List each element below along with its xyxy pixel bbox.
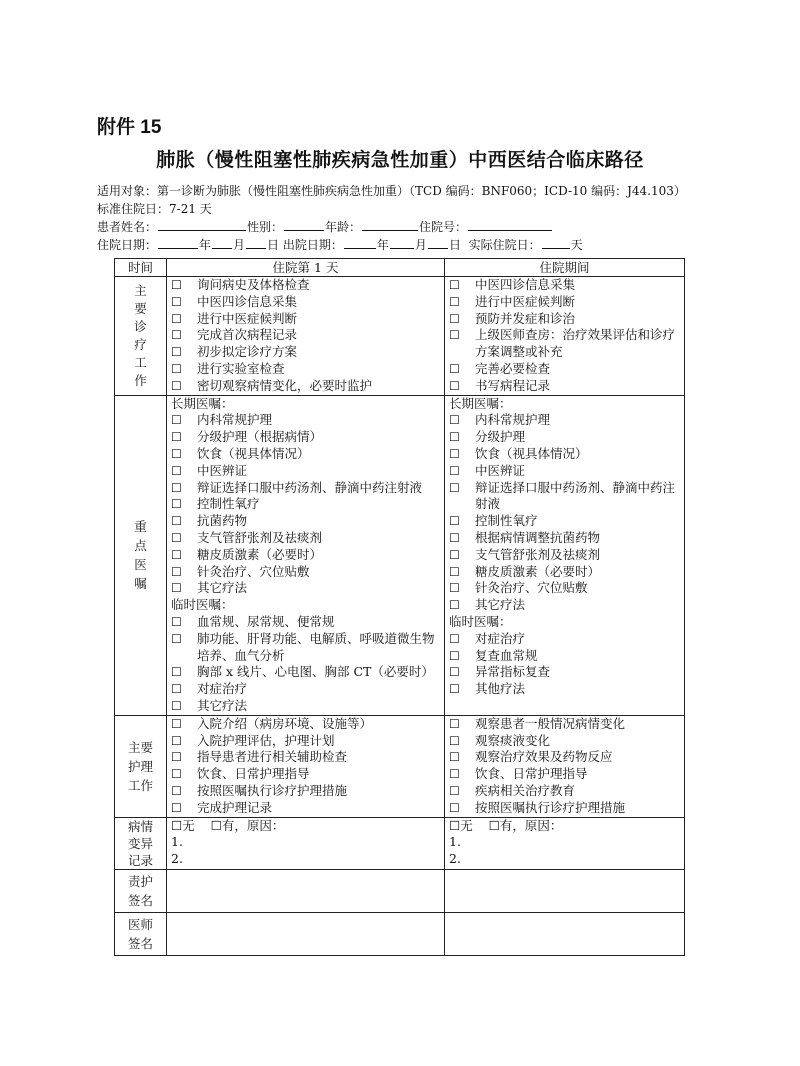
checklist-item-label: 按照医嘱执行诊疗护理措施 [197,782,348,798]
checklist-item[interactable] [449,800,680,817]
checklist-item[interactable] [449,564,680,581]
checklist-item[interactable] [449,580,680,597]
checklist-item-label: 上级医师查房：治疗效果评估和诊疗方案调整或补充 [475,327,676,360]
checklist-item[interactable] [171,664,440,681]
checklist-item[interactable] [171,749,440,766]
document-title: 肺胀（慢性阻塞性肺疾病急性加重）中西医结合临床路径 [156,149,644,171]
variance-stay-cell [445,817,685,869]
discharge-month-blank[interactable] [390,236,414,249]
variance-yes-checkbox[interactable]: ☐ [210,817,222,833]
variance-day1-cell [167,817,445,869]
checklist-item[interactable] [449,412,680,429]
checkbox[interactable]: ☐ [171,665,182,680]
checklist-item[interactable] [171,547,440,564]
checklist-item-label: 对症治疗 [197,681,248,697]
checklist-item[interactable] [449,480,680,514]
checklist-item[interactable] [171,766,440,783]
checklist-item[interactable] [171,327,440,344]
checkbox[interactable]: ☐ [171,294,182,309]
header-stay: 住院期间 [445,259,685,277]
checklist-item[interactable] [449,361,680,378]
checkbox[interactable]: ☐ [171,547,182,562]
variance-line-2[interactable]: 2. [171,851,183,867]
variance-yes-checkbox[interactable]: ☐ [488,817,500,833]
checklist-item[interactable] [449,513,680,530]
discharge-year-blank[interactable] [344,236,376,249]
row-label-nurse-sign: 责护签名 [115,869,167,912]
checklist-item-label: 糖皮质激素（必要时） [475,563,601,579]
checklist-item-label: 内科常规护理 [475,412,551,428]
checklist-item-label: 肺功能、肝肾功能、电解质、呼吸道微生物培养、血气分析 [197,630,435,663]
admit-year-blank[interactable] [158,236,198,249]
patient-info-line [97,218,553,236]
checkbox[interactable]: ☐ [171,750,182,765]
checkbox[interactable]: ☐ [171,733,182,748]
checklist-item-label: 血常规、尿常规、便常规 [197,613,335,629]
orders-stay-cell [445,395,685,715]
checkbox[interactable]: ☐ [449,514,460,529]
row-label-orders: 重点医嘱 [115,395,167,715]
checkbox[interactable]: ☐ [449,378,460,393]
checkbox[interactable]: ☐ [171,278,182,292]
checklist-item-label: 进行中医症候判断 [197,310,298,326]
orders-day1-cell [167,395,445,715]
temporary-orders-heading: 临时医嘱： [171,597,234,613]
checkbox[interactable]: ☐ [449,413,460,428]
checkbox[interactable]: ☐ [171,345,182,360]
checklist-item[interactable] [171,716,440,733]
checklist-item-label: 书写病程记录 [475,377,551,393]
discharge-day-blank[interactable] [428,236,448,249]
checkbox[interactable]: ☐ [171,480,182,495]
checkbox[interactable]: ☐ [449,446,460,461]
checklist-item[interactable] [449,294,680,311]
checklist-item-label: 分级护理 [475,429,526,445]
checklist-item[interactable] [449,783,680,800]
clinical-pathway-table [114,258,685,956]
row-label-doctor-sign: 医师签名 [115,912,167,955]
checkbox[interactable]: ☐ [449,311,460,326]
checklist-item[interactable] [171,294,440,311]
checkbox[interactable]: ☐ [449,480,460,495]
checkbox[interactable]: ☐ [449,328,460,343]
discharge-year-unit: 年 [376,238,389,252]
checklist-item[interactable] [171,361,440,378]
header-day1: 住院第 1 天 [167,259,445,277]
actual-days-label: 实际住院日： [468,238,541,252]
admit-year-unit: 年 [199,238,212,252]
checklist-item-label: 其它疗法 [197,580,248,596]
checkbox[interactable]: ☐ [449,430,460,445]
checkbox[interactable]: ☐ [449,631,460,646]
variance-line-1[interactable]: 1. [449,834,461,850]
checkbox[interactable]: ☐ [171,682,182,697]
checklist-item-label: 中医四诊信息采集 [475,277,576,292]
checklist-item[interactable] [171,513,440,530]
admit-day-unit: 日 [267,238,280,252]
checklist-item-label: 完成护理记录 [197,799,273,815]
checkbox[interactable]: ☐ [449,581,460,596]
checkbox[interactable]: ☐ [171,698,182,713]
checklist-item[interactable] [449,716,680,733]
diagnosis-day1-cell [167,277,445,396]
doctor-sign-stay-field[interactable] [445,912,685,955]
admit-date-label: 住院日期： [97,238,158,252]
table-header-row [115,259,685,277]
discharge-month-unit: 月 [414,238,427,252]
gender-blank[interactable] [284,218,324,231]
checklist-item[interactable] [171,446,440,463]
checklist-item-label: 完善必要检查 [475,360,551,376]
variance-options [171,818,440,835]
checkbox[interactable]: ☐ [449,750,460,765]
checklist-item-label: 入院护理评估，护理计划 [197,732,335,748]
checklist-item-label: 询问病史及体格检查 [197,277,310,292]
row-orders [115,395,685,715]
checklist-item[interactable] [449,311,680,328]
row-variance [115,817,685,869]
checkbox[interactable]: ☐ [171,631,182,646]
variance-none-label: 无 [182,817,195,833]
checklist-item-label: 中医四诊信息采集 [197,293,298,309]
checklist-item[interactable] [449,429,680,446]
nursing-day1-cell [167,715,445,817]
row-label-variance: 病情变异记录 [115,817,167,869]
checkbox[interactable]: ☐ [171,497,182,512]
checkbox[interactable]: ☐ [171,716,182,731]
checklist-item[interactable] [171,580,440,597]
checkbox[interactable]: ☐ [171,564,182,579]
checklist-item-label: 观察痰液变化 [475,732,551,748]
variance-line-1[interactable]: 1. [171,834,183,850]
variance-yes-label: 有，原因： [221,817,285,833]
nurse-sign-stay-field[interactable] [445,869,685,912]
row-diagnosis [115,277,685,396]
checklist-item-label: 密切观察病情变化，必要时监护 [197,377,373,393]
variance-none-checkbox[interactable]: ☐ [171,817,183,833]
checklist-item[interactable] [449,664,680,681]
checklist-item[interactable] [171,344,440,361]
checklist-item[interactable] [449,547,680,564]
checklist-item[interactable] [171,564,440,581]
checkbox[interactable]: ☐ [449,800,460,815]
variance-line-2[interactable]: 2. [449,851,461,867]
checkbox[interactable]: ☐ [449,783,460,798]
checklist-item-label: 抗菌药物 [197,513,248,529]
checklist-item[interactable] [449,733,680,750]
checklist-item-label: 内科常规护理 [197,412,273,428]
checklist-item[interactable] [449,446,680,463]
diagnosis-stay-cell [445,277,685,396]
checklist-item[interactable] [449,749,680,766]
name-blank[interactable] [158,218,246,231]
checklist-item[interactable] [449,277,680,294]
checklist-item-label: 控制性氧疗 [197,496,260,512]
row-label-nursing: 主要护理工作 [115,715,167,817]
standard-days-line: 标准住院日：7-21 天 [97,202,212,216]
checkbox[interactable]: ☐ [171,767,182,782]
checkbox[interactable]: ☐ [449,463,460,478]
checklist-item-label: 辩证选择口服中药汤剂、静滴中药注射液 [197,479,423,495]
checkbox[interactable]: ☐ [449,648,460,663]
checklist-item-label: 饮食、日常护理指导 [197,766,310,782]
checklist-item-label: 疾病相关治疗教育 [475,782,576,798]
checklist-item[interactable] [171,800,440,817]
checklist-item-label: 根据病情调整抗菌药物 [475,529,601,545]
checklist-item-label: 其它疗法 [197,697,248,713]
checkbox[interactable]: ☐ [171,514,182,529]
checklist-item[interactable] [171,311,440,328]
checklist-item-label: 针灸治疗、穴位贴敷 [475,580,588,596]
age-label: 年龄： [325,220,362,234]
checklist-item-label: 饮食（视具体情况） [475,445,588,461]
checklist-item-label: 观察患者一般情况病情变化 [475,715,626,731]
actual-days-blank[interactable] [542,236,570,249]
checkbox[interactable]: ☐ [171,614,182,629]
checklist-item[interactable] [171,480,440,497]
checklist-item[interactable] [171,530,440,547]
checklist-item-label: 分级护理（根据病情） [197,429,323,445]
checklist-item-label: 辩证选择口服中药汤剂、静滴中药注射液 [475,479,676,512]
checkbox[interactable]: ☐ [449,564,460,579]
checklist-item-label: 其他疗法 [475,681,526,697]
checkbox[interactable]: ☐ [171,463,182,478]
checklist-item[interactable] [171,698,440,715]
checkbox[interactable]: ☐ [449,294,460,309]
checkbox[interactable]: ☐ [171,328,182,343]
admit-day-blank[interactable] [246,236,266,249]
checklist-item[interactable] [449,648,680,665]
checkbox[interactable]: ☐ [449,278,460,292]
checklist-item-label: 支气管舒张剂及祛痰剂 [197,529,323,545]
checklist-item-label: 预防并发症和诊治 [475,310,576,326]
checklist-item[interactable] [171,783,440,800]
checklist-item[interactable] [449,530,680,547]
checklist-item-label: 进行中医症候判断 [475,293,576,309]
checkbox[interactable]: ☐ [449,361,460,376]
long-term-orders-heading: 长期医嘱： [171,395,234,411]
row-doctor-sign [115,912,685,955]
discharge-date-label: 出院日期： [282,238,343,252]
checkbox[interactable]: ☐ [171,413,182,428]
checklist-item-label: 观察治疗效果及药物反应 [475,749,613,765]
checklist-item[interactable] [171,378,440,395]
checkbox[interactable]: ☐ [171,311,182,326]
checklist-item-label: 复查血常规 [475,647,538,663]
checklist-item-label: 异常指标复查 [475,664,551,680]
checklist-item[interactable] [171,429,440,446]
admission-no-blank[interactable] [468,218,552,231]
checkbox[interactable]: ☐ [449,767,460,782]
checkbox[interactable]: ☐ [449,598,460,613]
checklist-item[interactable] [171,733,440,750]
checkbox[interactable]: ☐ [171,430,182,445]
header-time: 时间 [115,259,167,277]
checklist-item[interactable] [171,631,440,665]
checkbox[interactable]: ☐ [171,783,182,798]
variance-none-label: 无 [460,817,473,833]
checklist-item-label: 其它疗法 [475,597,526,613]
checkbox[interactable]: ☐ [171,530,182,545]
checklist-item-label: 按照医嘱执行诊疗护理措施 [475,799,626,815]
checkbox[interactable]: ☐ [171,581,182,596]
checklist-item-label: 初步拟定诊疗方案 [197,344,298,360]
row-nursing [115,715,685,817]
actual-days-unit: 天 [570,238,583,252]
checklist-item[interactable] [449,327,680,361]
checklist-item-label: 进行实验室检查 [197,360,285,376]
nursing-stay-cell [445,715,685,817]
checklist-item-label: 入院介绍（病房环境、设施等） [197,715,373,731]
checklist-item[interactable] [171,412,440,429]
checklist-item[interactable] [449,378,680,395]
attachment-label: 附件 15 [97,117,162,138]
checklist-item[interactable] [449,766,680,783]
row-label-diagnosis: 主要诊疗工作 [115,277,167,396]
checkbox[interactable]: ☐ [449,682,460,697]
admission-no-label: 住院号： [419,220,468,234]
checklist-item[interactable] [449,463,680,480]
variance-none-checkbox[interactable]: ☐ [449,817,461,833]
checkbox[interactable]: ☐ [449,733,460,748]
checkbox[interactable]: ☐ [171,800,182,815]
checklist-item-label: 对症治疗 [475,630,526,646]
checklist-item[interactable] [449,631,680,648]
checklist-item-label: 指导患者进行相关辅助检查 [197,749,348,765]
checklist-item-label: 针灸治疗、穴位贴敷 [197,563,310,579]
scope-line: 适用对象：第一诊断为肺胀（慢性阻塞性肺疾病急性加重）（TCD 编码：BNF060；ICD-10 编码：J44.103） [97,184,686,198]
row-nurse-sign [115,869,685,912]
checkbox[interactable]: ☐ [449,530,460,545]
discharge-day-unit: 日 [448,238,461,252]
checklist-item-label: 完成首次病程记录 [197,327,298,343]
checklist-item-label: 胸部 x 线片、心电图、胸部 CT（必要时） [197,664,434,680]
dates-line [97,236,583,254]
admit-month-unit: 月 [233,238,246,252]
checklist-item[interactable] [171,463,440,480]
checkbox[interactable]: ☐ [449,547,460,562]
temporary-orders-heading: 临时医嘱： [449,613,512,629]
checklist-item-label: 糖皮质激素（必要时） [197,546,323,562]
checklist-item-label: 中医辨证 [197,462,248,478]
checklist-item-label: 饮食、日常护理指导 [475,766,588,782]
checkbox[interactable]: ☐ [449,716,460,731]
checklist-item-label: 支气管舒张剂及祛痰剂 [475,546,601,562]
checklist-item-label: 中医辨证 [475,462,526,478]
doctor-sign-day1-field[interactable] [167,912,445,955]
nurse-sign-day1-field[interactable] [167,869,445,912]
admit-month-blank[interactable] [212,236,232,249]
checkbox[interactable]: ☐ [171,378,182,393]
checklist-item[interactable] [449,681,680,698]
checkbox[interactable]: ☐ [171,446,182,461]
checkbox[interactable]: ☐ [171,361,182,376]
checklist-item[interactable] [171,681,440,698]
checklist-item[interactable] [171,614,440,631]
age-blank[interactable] [362,218,418,231]
checklist-item[interactable] [171,277,440,294]
name-label: 患者姓名： [97,220,158,234]
long-term-orders-heading: 长期医嘱： [449,395,512,411]
gender-label: 性别： [247,220,284,234]
variance-yes-label: 有，原因： [499,817,563,833]
checkbox[interactable]: ☐ [449,665,460,680]
variance-options [449,818,680,835]
checklist-item-label: 控制性氧疗 [475,513,538,529]
checklist-item[interactable] [449,597,680,614]
checklist-item[interactable] [171,496,440,513]
checklist-item-label: 饮食（视具体情况） [197,445,310,461]
